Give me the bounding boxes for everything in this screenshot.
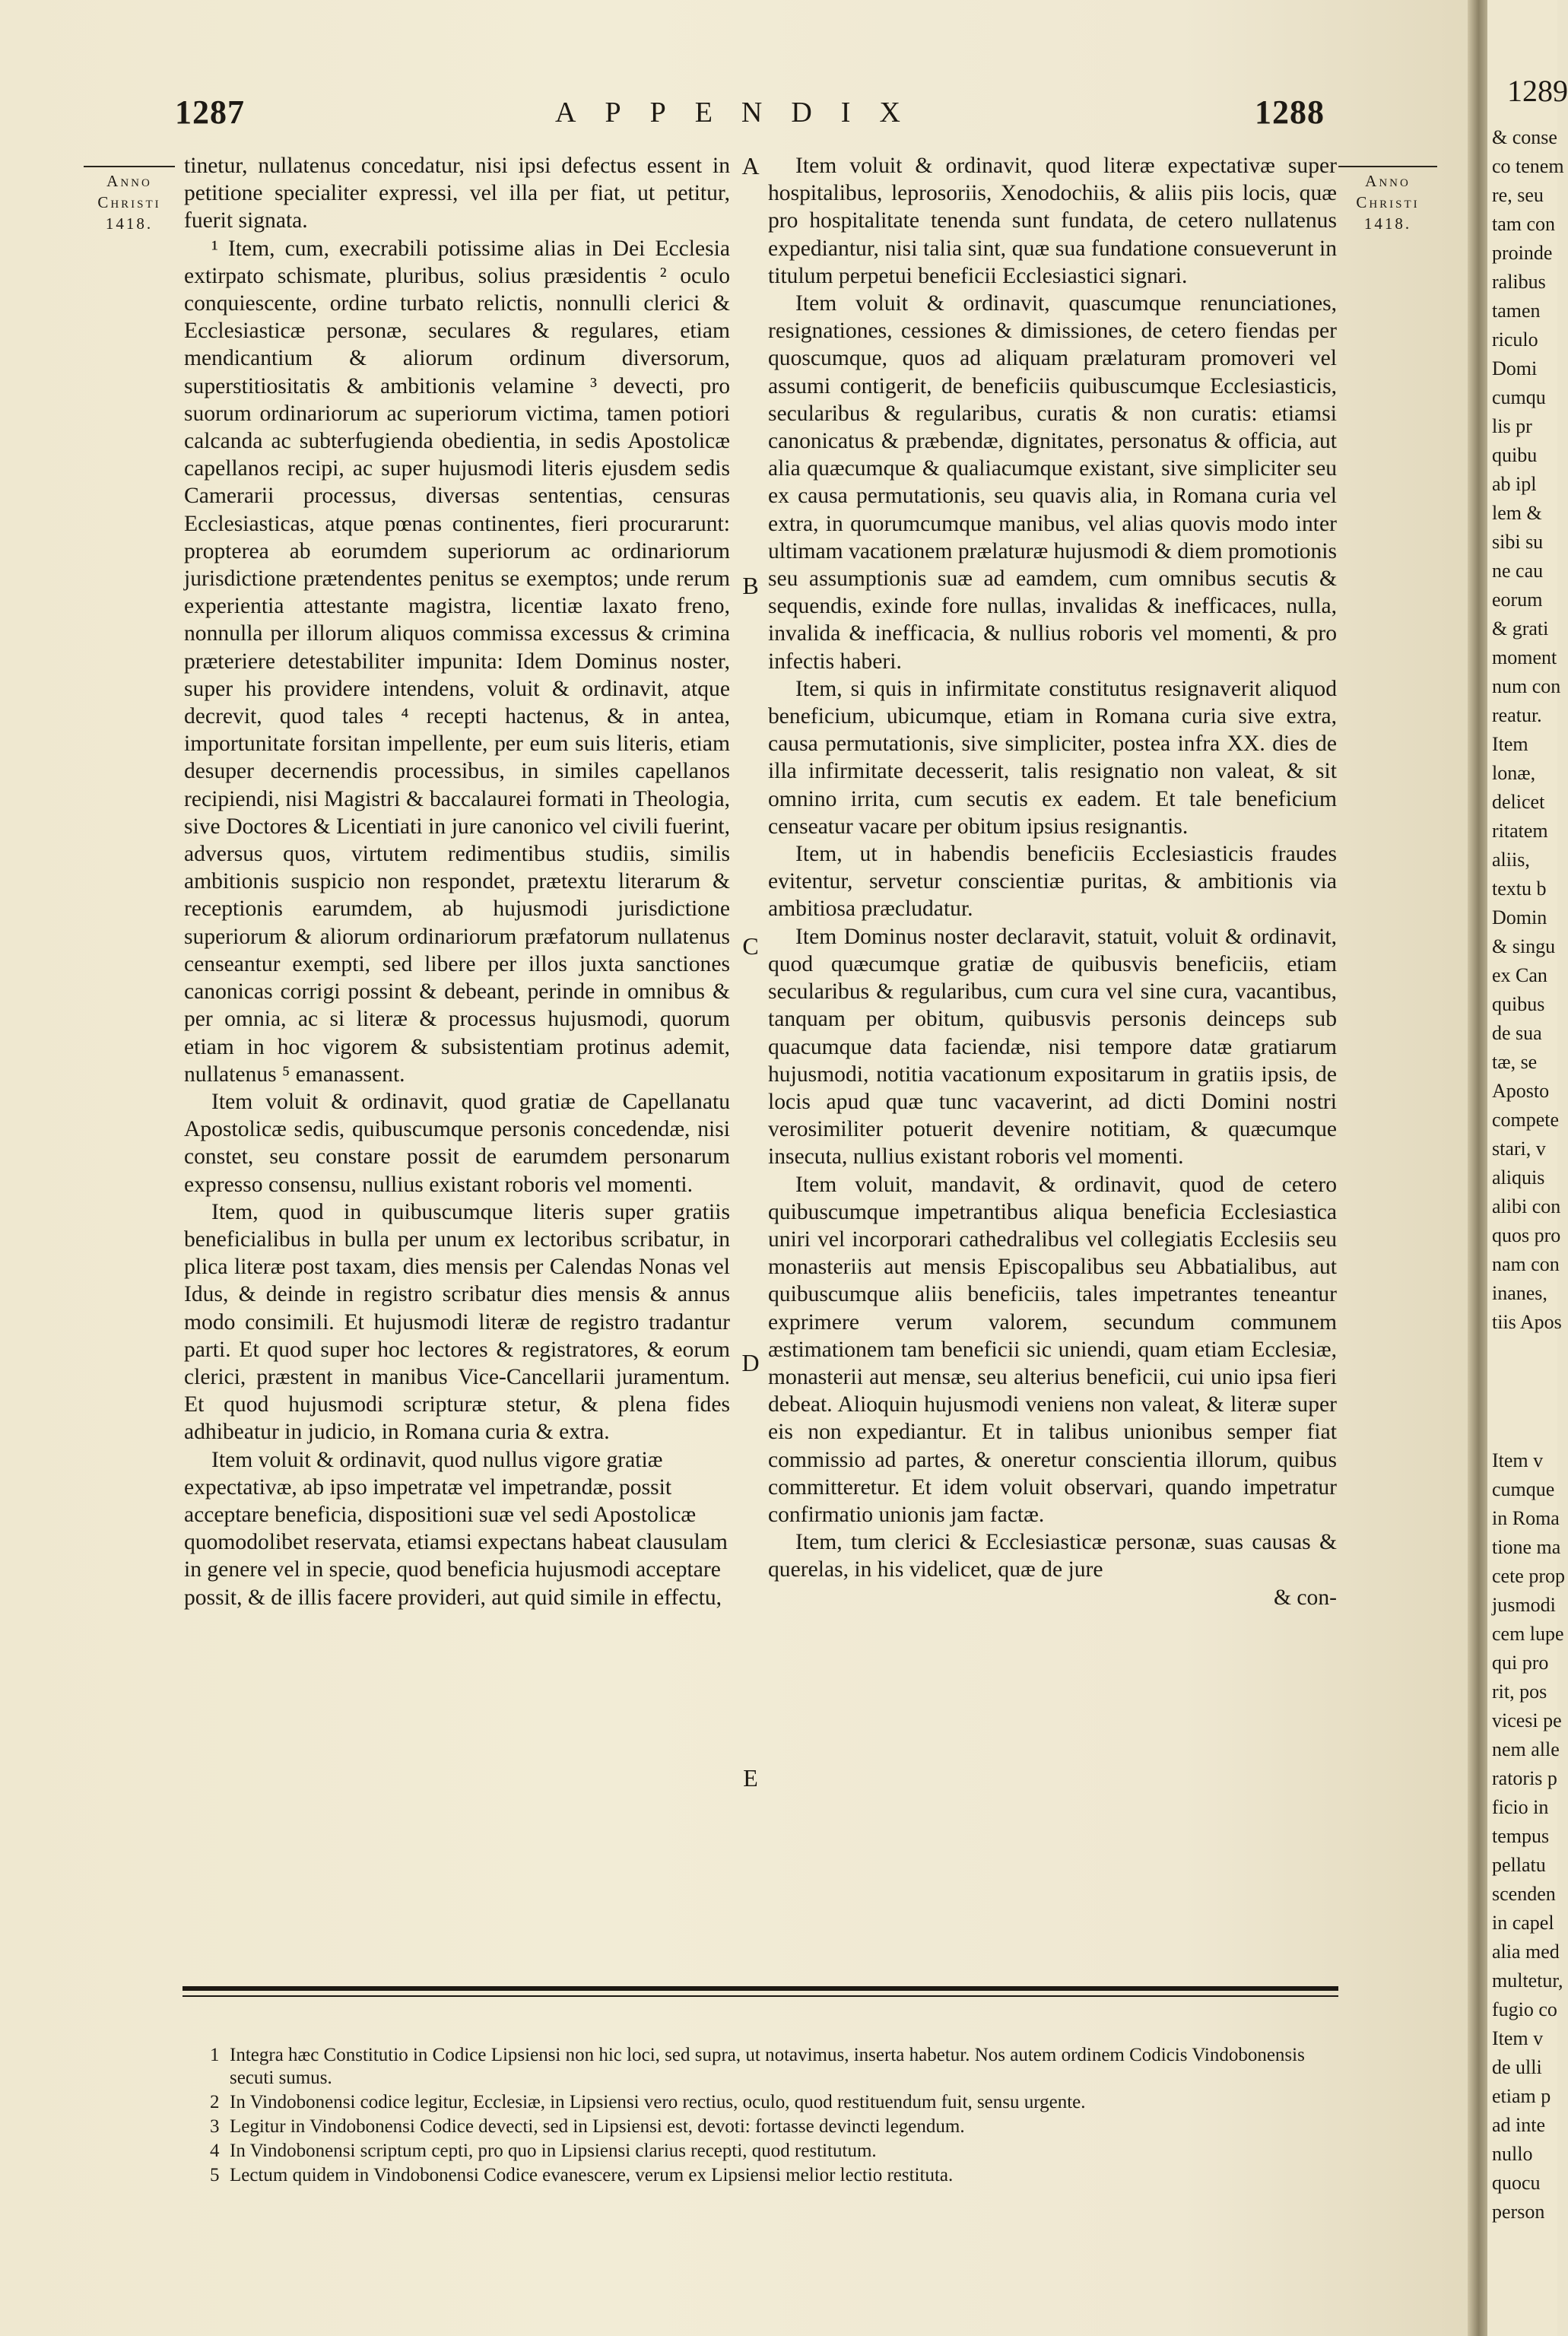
adjacent-page-fragment: & grati <box>1492 617 1549 640</box>
catchword: & con- <box>1273 1585 1337 1610</box>
adjacent-page-fragment: alibi con <box>1492 1195 1561 1217</box>
right-column <box>768 152 1337 1611</box>
adjacent-page-fragment: re, seu <box>1492 184 1544 206</box>
footnote-text: Legitur in Vindobonensi Codice devecti, sed in Lipsiensi est, devoti: fortasse devincti legendum. <box>230 2116 965 2137</box>
adjacent-page-fragment: tione ma <box>1492 1536 1561 1558</box>
section-letter-b: B <box>742 572 759 599</box>
adjacent-page-fragment: Domin <box>1492 906 1547 928</box>
adjacent-page-fragment: rit, pos <box>1492 1681 1547 1703</box>
adjacent-page-fragment: nam con <box>1492 1253 1560 1275</box>
adjacent-page-fragment: pellatu <box>1492 1854 1546 1876</box>
adjacent-page-fragment: reatur. <box>1492 704 1542 726</box>
footnote-mark: 3 <box>210 2116 220 2137</box>
paragraph: tinetur, nullatenus concedatur, nisi ipsi defectus essent in petitione specialiter expressi, vel illa per fiat, ut petitur, fuerit signata. <box>184 154 730 233</box>
adjacent-page-fragment: nem alle <box>1492 1738 1560 1760</box>
adjacent-page-fragment: de sua <box>1492 1022 1542 1044</box>
adjacent-page-fragment: Item <box>1492 733 1528 755</box>
adjacent-page-fragment: ratoris p <box>1492 1767 1557 1789</box>
left-page-number: 1287 <box>175 94 245 131</box>
adjacent-page-fragment: Item v <box>1492 1449 1544 1471</box>
section-letter-a: A <box>741 152 760 179</box>
adjacent-page-fragment: vicesi pe <box>1492 1709 1562 1731</box>
footnote <box>210 2115 1320 2138</box>
book-gutter <box>1468 0 1487 2336</box>
paragraph: Item, tum clerici & Ecclesiasticæ personæ, suas causas & querelas, in his videlicet, quæ de jure <box>768 1530 1337 1582</box>
adjacent-page-number: 1289 <box>1507 74 1568 108</box>
section-letter-e: E <box>743 1764 758 1792</box>
adjacent-page-fragment: inanes, <box>1492 1282 1547 1304</box>
footnote-mark: 1 <box>210 2045 220 2065</box>
adjacent-page-fragment: ab ipl <box>1492 473 1537 495</box>
margin-note-year: 1418. <box>105 214 154 233</box>
adjacent-page-fragment: Aposto <box>1492 1080 1550 1102</box>
adjacent-page-fragment: ritatem <box>1492 820 1548 842</box>
left-column <box>184 152 730 1611</box>
right-page-number: 1288 <box>1255 94 1325 131</box>
footnote-text: Integra hæc Constitutio in Codice Lipsiensi non hic loci, sed supra, ut notavimus, inserta habetur. Nos autem ordinem Codicis Vindobonensis secuti sumus. <box>230 2045 1305 2088</box>
adjacent-page-fragment: Domi <box>1492 357 1538 379</box>
paragraph: Item, ut in habendis beneficiis Ecclesiasticis fraudes evitentur, servetur conscientiæ puritas, & ambitionis via ambitiosa præcludatur. <box>768 842 1337 922</box>
paragraph: Item voluit & ordinavit, quascumque renunciationes, resignationes, cessiones & dimissiones, de cetero fiendas per quoscumque, quos ad aliquam prælaturam promoveri vel assumi contigerit, de beneficiis quibuscumque Ecclesiasticis, secularibus & regularibus, curatis & non curatis: etiamsi canonicatus & præbendæ, dignitates, personatus & officia, aut alia quæcumque & qualiacumque existant, sive simpliciter seu ex causa permutationis, seu quavis alia, in Romana curia vel extra, in quorumcumque manibus, vel alias quovis modo inter ultimam vacationem prælaturæ hujusmodi & diem promotionis seu assumptionis suæ ad eamdem, cum omnibus secutis & sequendis, exinde fore nullas, invalidas & inefficaces, nulla, invalida & inefficacia, & nullius roboris vel momenti, & pro infectis haberi. <box>768 291 1337 674</box>
paragraph: ¹ Item, cum, execrabili potissime alias in Dei Ecclesia extirpato schismate, pluribus, solius præsidentis ² oculo conquiescente, ordine turbato relictis, nonnulli clerici & Ecclesiasticæ personæ, seculares & regulares, etiam mendicantium & aliorum ordinum diversorum, superstitiositatis & ambitionis velamine ³ devecti, pro suorum ordinariorum ac superiorum victima, tamen potiori calcanda ac subterfugienda obedientia, in sedis Apostolicæ capellanos recipi, ac super hujusmodi literis ejusdem sedis Camerarii processus, diversas sententias, censuras Ecclesiasticas, atque pœnas continentes, fieri procurarunt: propterea ab eorumdem superiorum ac ordinariorum jurisdictione prætendentes penitus se exemptos; unde rerum experientia attestante magistra, licentiæ laxato freno, nonnulla per illorum aliquos commissa excessus & crimina præteriere detestabiliter impunita: Idem Dominus noster, super his providere intendens, voluit & ordinavit, atque decrevit, quod tales ⁴ recepti hactenus, & in antea, importunitate forsitan impellente, per eum suis literis, etiam desuper decernendis processibus, in similes capellanos recipiendi, nisi Magistri & baccalaurei formati in Theologia, sive Doctores & Licentiati in jure canonico vel civili fuerint, adversus quos, virtutem redimentibus studiis, similis ambitionis suspicio non respondet, prætextu literarum & receptionis earumdem, ab hujusmodi jurisdictione superiorum & aliorum ordinariorum præfatorum nullatenus censeantur exempti, sed libere per illos juxta sanctiones canonicas corrigi possint & debeant, perinde in omnibus & per omnia, ac si literæ & processus hujusmodi, quorum etiam in hoc vigorem & subsistentiam protinus ademit, nullatenus ⁵ emanassent. <box>184 236 730 1087</box>
margin-note-right <box>1338 166 1437 234</box>
paragraph: Item Dominus noster declaravit, statuit, voluit & ordinavit, quod quæcumque gratiæ de quibusvis beneficiis, etiam secularibus & regularibus, cum cura vel sine cura, vacantibus, tanquam per obitum, quibusvis personis deinceps sub quacumque data faciendæ, nisi tempore datæ gratiarum hujusmodi, notitia vacationum expositarum in gratiis ipsis, de locis apud quæ tunc vacaverint, ad dicti Domini nostri verosimiliter potuerit devenire notitiam, & quæcumque insecuta, nullius existant roboris vel momenti. <box>768 924 1337 1170</box>
adjacent-page-fragment: moment <box>1492 646 1557 668</box>
adjacent-page-fragment: ficio in <box>1492 1796 1549 1818</box>
paragraph: Item voluit & ordinavit, quod gratiæ de Capellanatu Apostolicæ sedis, quibuscumque personis concedendæ, nisi constet, seu constare possit de earumdem personarum expresso consensu, nullius existant roboris vel momenti. <box>184 1089 730 1197</box>
adjacent-page-fragment: ex Can <box>1492 964 1547 986</box>
adjacent-page-fragment: ad inte <box>1492 2114 1546 2136</box>
margin-note-word: Anno <box>106 172 152 190</box>
footnote-text: In Vindobonensi codice legitur, Ecclesiæ, in Lipsiensi vero rectius, oculo, quod restituendum fuit, sensu urgente. <box>230 2092 1086 2112</box>
margin-note-year: 1418. <box>1363 214 1412 233</box>
adjacent-page-fragment: aliis, <box>1492 849 1530 871</box>
margin-note-left <box>84 166 175 234</box>
adjacent-page-fragment: & conse <box>1492 126 1557 148</box>
adjacent-page-fragment: multetur, <box>1492 1969 1563 1992</box>
adjacent-page-fragment: aliquis <box>1492 1166 1545 1189</box>
footnotes <box>210 2044 1320 2188</box>
paragraph: Item voluit, mandavit, & ordinavit, quod de cetero quibuscumque impetrantibus aliqua beneficia Ecclesiastica uniri vel incorporari cathedralibus vel collegiatis Ecclesiis seu monasteriis aut mensis Episcopalibus seu Abbatialibus, aut quibuscumque aliis beneficiis, tales impetrantes teneantur exprimere verum valorem, secundum communem æstimationem tam beneficii sic uniendi, quam etiam Ecclesiæ, monasterii aut mensæ, seu alterius beneficii, cui unio ipsa fieri debeat. Alioquin hujusmodi veniens non valeat, & literæ super eis non expediantur. Et in talibus unionibus semper fiat commissio ad partes, & oneretur conscientia illorum, quibus committeretur. Et idem voluit observari, quando impetratur confirmatio unionis jam factæ. <box>768 1172 1337 1527</box>
paragraph: Item, si quis in infirmitate constitutus resignaverit aliquod beneficium, ubicumque, etiam in Romana curia sive extra, causa permutationis, sive simpliciter, postea infra XX. dies de illa infirmitate decesserit, talis resignatio non valeat, & sit omnino irrita, cum secutis ex eadem. Et tale beneficium censeatur vacare per obitum ipsius resignantis. <box>768 676 1337 839</box>
section-letter-d: D <box>741 1349 760 1376</box>
adjacent-page-fragment: proinde <box>1492 242 1553 264</box>
adjacent-page-fragment: cem lupe <box>1492 1623 1564 1645</box>
adjacent-page-fragment: person <box>1492 2201 1545 2223</box>
paragraph: Item, quod in quibuscumque literis super gratiis beneficialibus in bulla per unum ex lectoribus scribatur, in plica literæ post taxam, dies mensis per Calendas Nonas vel Idus, & deinde in registro scribatur dies mensis & annus modo consimili. Et hujusmodi literæ de registro tradantur parti. Et quod super hoc lectores & registratores, & eorum clerici, præstent in manibus Vice-Cancellarii juramentum. Et quod hujusmodi scripturæ stetur, & plena fides adhibeatur in judicio, in Romana curia & extra. <box>184 1199 730 1445</box>
adjacent-page-fragment: fugio co <box>1492 1998 1557 2020</box>
adjacent-page-fragment: eorum <box>1492 589 1543 611</box>
adjacent-page-fragment: quos pro <box>1492 1224 1561 1246</box>
adjacent-page-fragment: lonæ, <box>1492 762 1536 784</box>
footnote <box>210 2164 1320 2187</box>
adjacent-page-fragment: tiis Apos <box>1492 1311 1562 1333</box>
footnote-text: Lectum quidem in Vindobonensi Codice evanescere, verum ex Lipsiensi melior lectio restituta. <box>230 2165 954 2185</box>
adjacent-page-fragment: tempus <box>1492 1825 1550 1847</box>
adjacent-page-fragment: in capel <box>1492 1912 1554 1934</box>
margin-note-word: Christi <box>1356 193 1420 211</box>
adjacent-page-fragment: in Roma <box>1492 1507 1560 1529</box>
adjacent-page-fragment: cete prop <box>1492 1565 1566 1587</box>
adjacent-page-fragment: jusmodi <box>1492 1594 1556 1616</box>
adjacent-page-fragment: cumque <box>1492 1478 1555 1500</box>
adjacent-page-fragment: quibu <box>1492 444 1538 466</box>
adjacent-page-fragment: lis pr <box>1492 415 1532 437</box>
adjacent-page-fragment: quibus <box>1492 993 1545 1015</box>
adjacent-page-fragment: de ulli <box>1492 2056 1542 2078</box>
adjacent-page-fragment: Item v <box>1492 2027 1544 2049</box>
adjacent-page-fragment: num con <box>1492 675 1561 697</box>
adjacent-page-fragment: stari, v <box>1492 1138 1546 1160</box>
adjacent-page-fragment: tam con <box>1492 213 1556 235</box>
adjacent-page-fragment: riculo <box>1492 328 1538 351</box>
margin-note-word: Anno <box>1365 172 1411 190</box>
adjacent-page-fragment: tæ, se <box>1492 1051 1538 1073</box>
adjacent-page-fragment: quocu <box>1492 2172 1541 2194</box>
adjacent-page-fragment: textu b <box>1492 878 1547 900</box>
paragraph: Item voluit & ordinavit, quod nullus vigore gratiæ expectativæ, ab ipso impetratæ vel impetrandæ, possit acceptare beneficia, dispositioni suæ vel sedi Apostolicæ quomodolibet reservata, etiamsi expectans habeat clausulam in genere vel in specie, quod beneficia hujusmodi acceptare possit, & de illis facere provideri, aut quid simile in effectu, <box>184 1447 728 1610</box>
adjacent-page-fragment: scenden <box>1492 1883 1556 1905</box>
page-header <box>0 93 1475 138</box>
adjacent-page-fragment: alia med <box>1492 1941 1560 1963</box>
adjacent-page-fragment: & singu <box>1492 935 1556 957</box>
adjacent-page-fragment: lem & <box>1492 502 1542 524</box>
footnote <box>210 2044 1320 2090</box>
adjacent-page-fragment: ralibus <box>1492 271 1546 293</box>
adjacent-page <box>1487 0 1568 2336</box>
footnote <box>210 2140 1320 2163</box>
footnote <box>210 2091 1320 2114</box>
footnote-mark: 2 <box>210 2092 220 2112</box>
footnote-mark: 5 <box>210 2165 220 2185</box>
section-letter-c: C <box>742 932 759 960</box>
adjacent-page-fragment: etiam p <box>1492 2085 1551 2107</box>
adjacent-page-fragment: sibi su <box>1492 531 1544 553</box>
footnote-rule <box>183 1986 1338 1991</box>
running-title: APPENDIX <box>555 97 929 129</box>
adjacent-page-fragment: compete <box>1492 1109 1560 1131</box>
footnote-text: In Vindobonensi scriptum cepti, pro quo in Lipsiensi clarius recepti, quod restitutum. <box>230 2141 877 2161</box>
adjacent-page-fragment: nullo <box>1492 2143 1533 2165</box>
footnote-rule-thin <box>183 1995 1338 1997</box>
footnote-mark: 4 <box>210 2141 220 2161</box>
adjacent-page-fragment: ne cau <box>1492 560 1544 582</box>
adjacent-page-fragment: delicet <box>1492 791 1545 813</box>
adjacent-page-fragment: qui pro <box>1492 1652 1549 1674</box>
adjacent-page-fragment: tamen <box>1492 300 1541 322</box>
adjacent-page-fragment: cumqu <box>1492 386 1546 408</box>
adjacent-page-fragment: co tenem <box>1492 155 1564 177</box>
paragraph: Item voluit & ordinavit, quod literæ expectativæ super hospitalibus, leprosoriis, Xenodochiis, & aliis piis locis, quæ pro hospitalitate tenenda sunt fundata, de cetero nullatenus expediantur, nisi talia sint, quæ sua fundatione consueverunt in titulum perpetui beneficii Ecclesiastici signari. <box>768 154 1337 288</box>
margin-note-word: Christi <box>97 193 161 211</box>
